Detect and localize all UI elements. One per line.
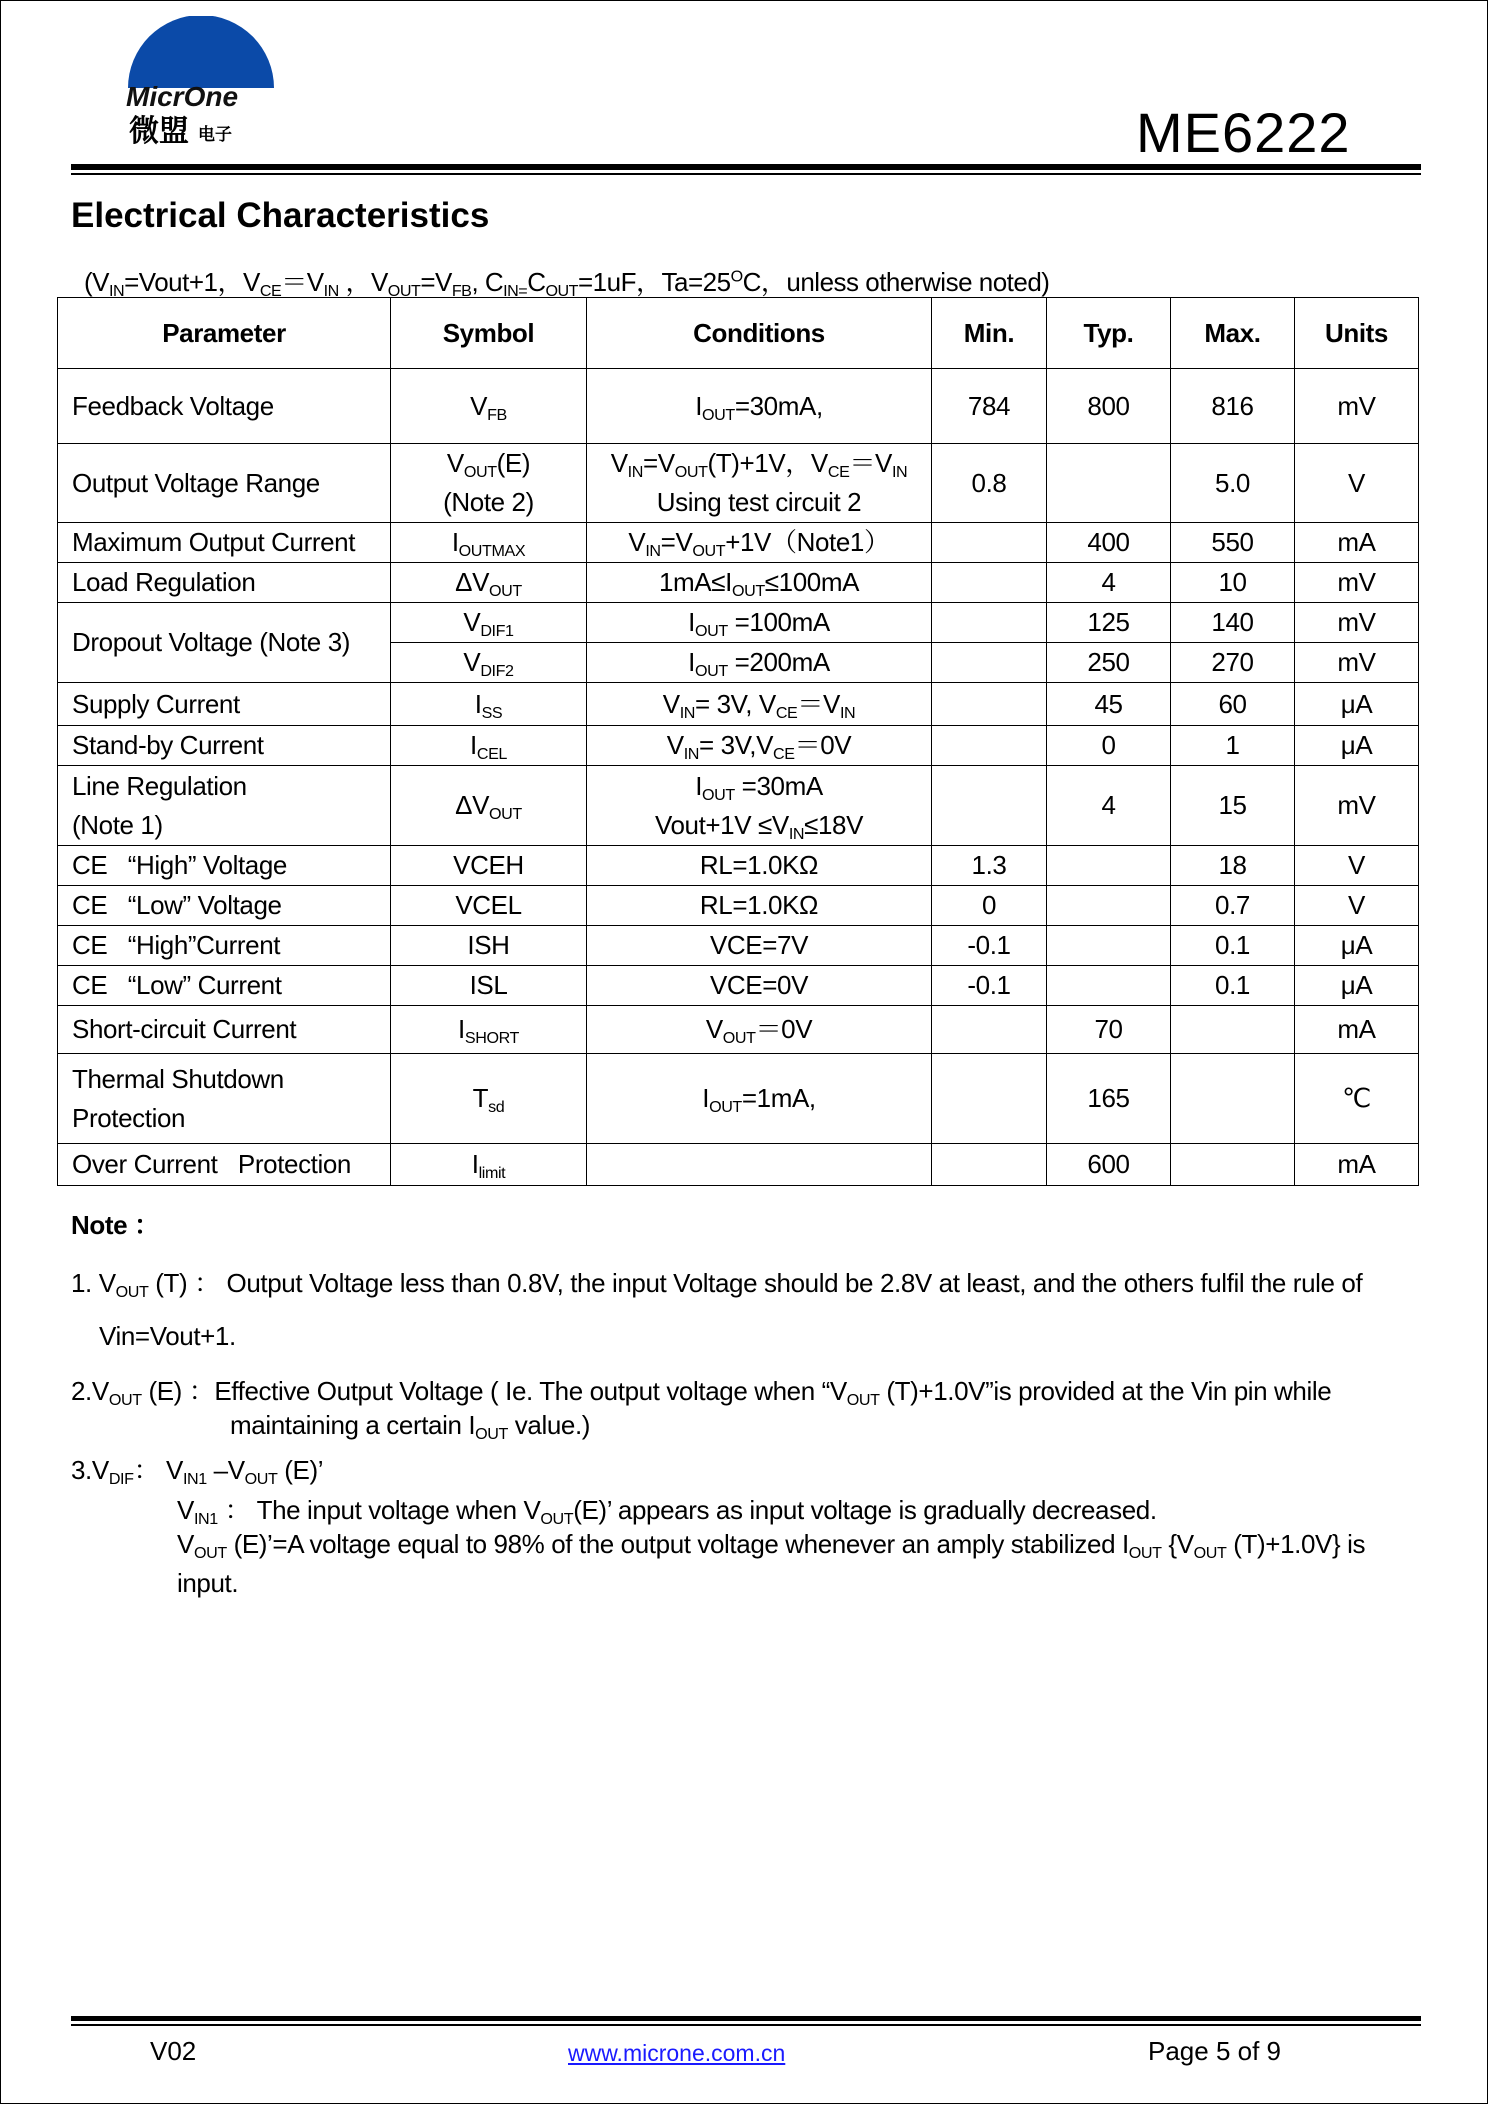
min-cell [932,643,1047,683]
param-cell: Over Current Protection [58,1144,391,1186]
typ-cell: 250 [1047,643,1171,683]
note-2: $2.V_{OUT}$ (E) ：Effective Output Voltage ( Ie. The output voltage when “$V_{OUT}$ (T)+1.0V”is provided at the Vin pin while [71,1376,1332,1409]
symbol-cell: $I_{SHORT}$ [391,1006,587,1054]
conditions-cell: $I_{OUT} =30mA$ Vout+1V $\le V_{IN}\le 18V$ [587,766,932,846]
typ-cell [1047,926,1171,966]
typ-cell: 125 [1047,603,1171,643]
symbol-cell: VCEH [391,846,587,886]
unit-cell: mA [1295,523,1419,563]
min-cell [932,683,1047,726]
symbol-cell: VCEL [391,886,587,926]
conditions-cell: $V_{IN}= 3V$, $V_{CE}=V_{IN}$ [587,683,932,726]
symbol-cell: $V_{FB}$ [391,369,587,444]
symbol-cell: $V_{OUT}(E)$ (Note 2) [391,444,587,523]
max-cell: 140 [1171,603,1295,643]
conditions-cell: $I_{OUT}=1mA$, [587,1054,932,1144]
param-cell: Stand-by Current [58,726,391,766]
unit-cell: μA [1295,726,1419,766]
header-min: Min. [932,298,1047,369]
unit-cell: mA [1295,1006,1419,1054]
typ-cell: 0 [1047,726,1171,766]
max-cell: 10 [1171,563,1295,603]
unit-cell: V [1295,846,1419,886]
header-max: Max. [1171,298,1295,369]
unit-cell: mV [1295,369,1419,444]
note-1-continued: Vin=Vout+1. [99,1321,236,1351]
symbol-cell: $T_{sd}$ [391,1054,587,1144]
note-1: 1. $V_{OUT}$ (T) ： Output Voltage less than 0.8V, the input Voltage should be 2.8V at least, and the others fulfil the rule of [71,1268,1363,1301]
param-cell: Maximum Output Current [58,523,391,563]
table-row [58,1144,1419,1186]
param-cell: Dropout Voltage (Note 3) [58,603,391,683]
unit-cell: μA [1295,683,1419,726]
typ-cell: 4 [1047,563,1171,603]
typ-cell: 45 [1047,683,1171,726]
conditions-cell: $V_{OUT}=0V$ [587,1006,932,1054]
logo-cn-small: 电子 [198,125,232,145]
note-3-line-3: $V_{OUT}$ (E)’=A voltage equal to 98% of the output voltage whenever an amply stabilized $I_{OUT}$ {$V_{OUT}$ (T)+1.0V} is [177,1529,1366,1562]
conditions-cell: VCE=7V [587,926,932,966]
min-cell: 1.3 [932,846,1047,886]
symbol-cell: $I_{limit}$ [391,1144,587,1186]
note-2-continued: maintaining a certain $I_{OUT}$ value.) [230,1410,591,1443]
param-cell: Line Regulation (Note 1) [58,766,391,846]
min-cell: -0.1 [932,926,1047,966]
typ-cell: 4 [1047,766,1171,846]
note-3-line-2: $V_{IN1}$ ： The input voltage when $V_{OUT}(E)$’ appears as input voltage is gradually decreased. [177,1495,1157,1528]
typ-cell: 800 [1047,369,1171,444]
conditions-cell: $V_{IN}=V_{OUT}(T)+1V$，$V_{CE}=V_{IN}$ Using test circuit 2 [587,444,932,523]
unit-cell: μA [1295,966,1419,1006]
conditions-cell: $1mA\le I_{OUT}\le 100mA$ [587,563,932,603]
footer-website-link[interactable]: www.microne.com.cn [568,2040,786,2066]
header-typ: Typ. [1047,298,1171,369]
logo-cn: 微盟 [129,114,189,146]
param-cell: Load Regulation [58,563,391,603]
typ-cell [1047,966,1171,1006]
conditions-cell: VCE=0V [587,966,932,1006]
min-cell [932,766,1047,846]
typ-cell [1047,444,1171,523]
conditions-cell: $V_{IN}=V_{OUT}+1V(Note1)$ [587,523,932,563]
conditions-cell: $I_{OUT} =100mA$ [587,603,932,643]
typ-cell [1047,846,1171,886]
param-cell: Output Voltage Range [58,444,391,523]
table-row [58,886,1419,926]
footer-rule-thin [71,2024,1421,2026]
max-cell [1171,1006,1295,1054]
unit-cell: ℃ [1295,1054,1419,1144]
table-row [58,444,1419,523]
max-cell [1171,1144,1295,1186]
conditions-cell: $I_{OUT}=30mA$, [587,369,932,444]
symbol-cell: ISL [391,966,587,1006]
table-row [58,523,1419,563]
max-cell [1171,1054,1295,1144]
min-cell [932,523,1047,563]
header-conditions: Conditions [587,298,932,369]
header-symbol: Symbol [391,298,587,369]
header-parameter: Parameter [58,298,391,369]
param-cell: Thermal Shutdown Protection [58,1054,391,1144]
header-rule-thin [71,173,1421,175]
footer-version: V02 [150,2036,197,2066]
table-row [58,726,1419,766]
min-cell [932,1006,1047,1054]
param-cell: CE “Low” Voltage [58,886,391,926]
table-row [58,1054,1419,1144]
note-3-line-4: input. [177,1568,239,1598]
max-cell: 816 [1171,369,1295,444]
param-cell: Short-circuit Current [58,1006,391,1054]
unit-cell: V [1295,886,1419,926]
min-cell [932,726,1047,766]
typ-cell: 70 [1047,1006,1171,1054]
max-cell: 550 [1171,523,1295,563]
min-cell [932,1144,1047,1186]
note-3: $3.V_{DIF}$： $V_{IN1}$ $-V_{OUT}$ (E)’ [71,1455,324,1488]
footer-rule [71,2016,1421,2021]
conditions-cell: RL=1.0KΩ [587,846,932,886]
notes-heading: Note ： [71,1210,160,1240]
microne-logo [126,16,276,146]
typ-cell: 400 [1047,523,1171,563]
param-cell: CE “High”Current [58,926,391,966]
min-cell [932,603,1047,643]
part-number: ME6222 [1136,101,1351,164]
max-cell: 270 [1171,643,1295,683]
symbol-cell: $V_{DIF2}$ [391,643,587,683]
max-cell: 5.0 [1171,444,1295,523]
min-cell: -0.1 [932,966,1047,1006]
typ-cell [1047,886,1171,926]
symbol-cell: $I_{SS}$ [391,683,587,726]
typ-cell: 165 [1047,1054,1171,1144]
unit-cell: μA [1295,926,1419,966]
unit-cell: V [1295,444,1419,523]
max-cell: 60 [1171,683,1295,726]
electrical-characteristics-table [57,297,1419,1186]
max-cell: 18 [1171,846,1295,886]
max-cell: 0.1 [1171,966,1295,1006]
unit-cell: mV [1295,643,1419,683]
max-cell: 15 [1171,766,1295,846]
symbol-cell: ISH [391,926,587,966]
unit-cell: mV [1295,766,1419,846]
table-row [58,766,1419,846]
param-cell: Supply Current [58,683,391,726]
param-cell: CE “Low” Current [58,966,391,1006]
param-cell: CE “High” Voltage [58,846,391,886]
table-row [58,563,1419,603]
table-row [58,603,1419,643]
conditions-cell: $I_{OUT} =200mA$ [587,643,932,683]
min-cell [932,563,1047,603]
symbol-cell: $\Delta V_{OUT}$ [391,563,587,603]
unit-cell: mV [1295,603,1419,643]
unit-cell: mA [1295,1144,1419,1186]
symbol-cell: $I_{CEL}$ [391,726,587,766]
conditions-cell: $V_{IN}= 3V,V_{CE}=0V$ [587,726,932,766]
logo-dome [128,16,274,88]
section-title: Electrical Characteristics [71,196,490,235]
symbol-cell: $I_{OUTMAX}$ [391,523,587,563]
min-cell: 0 [932,886,1047,926]
conditions-cell: RL=1.0KΩ [587,886,932,926]
table-row [58,683,1419,726]
footer-page-number: Page 5 of 9 [1148,2036,1281,2066]
min-cell: 784 [932,369,1047,444]
min-cell: 0.8 [932,444,1047,523]
conditions-cell [587,1144,932,1186]
param-cell: Feedback Voltage [58,369,391,444]
unit-cell: mV [1295,563,1419,603]
table-row [58,966,1419,1006]
table-row [58,1006,1419,1054]
table-row [58,926,1419,966]
logo-latin: MicrOne [126,81,239,112]
max-cell: 0.7 [1171,886,1295,926]
table-row [58,846,1419,886]
header-rule [71,164,1421,170]
max-cell: 0.1 [1171,926,1295,966]
symbol-cell: $\Delta V_{OUT}$ [391,766,587,846]
table-row [58,369,1419,444]
min-cell [932,1054,1047,1144]
header-units: Units [1295,298,1419,369]
logo-graphic [126,16,276,146]
typ-cell: 600 [1047,1144,1171,1186]
test-conditions: ($V_{IN}=Vout+1$，$V_{CE}=V_{IN}$ ，$V_{OUT}=V_{FB}$, $C_{IN=}C_{OUT}=1uF$，$Ta=25^OC$，unless otherwise noted) [84,267,1050,300]
table-header-row [58,298,1419,369]
symbol-cell: $V_{DIF1}$ [391,603,587,643]
max-cell: 1 [1171,726,1295,766]
